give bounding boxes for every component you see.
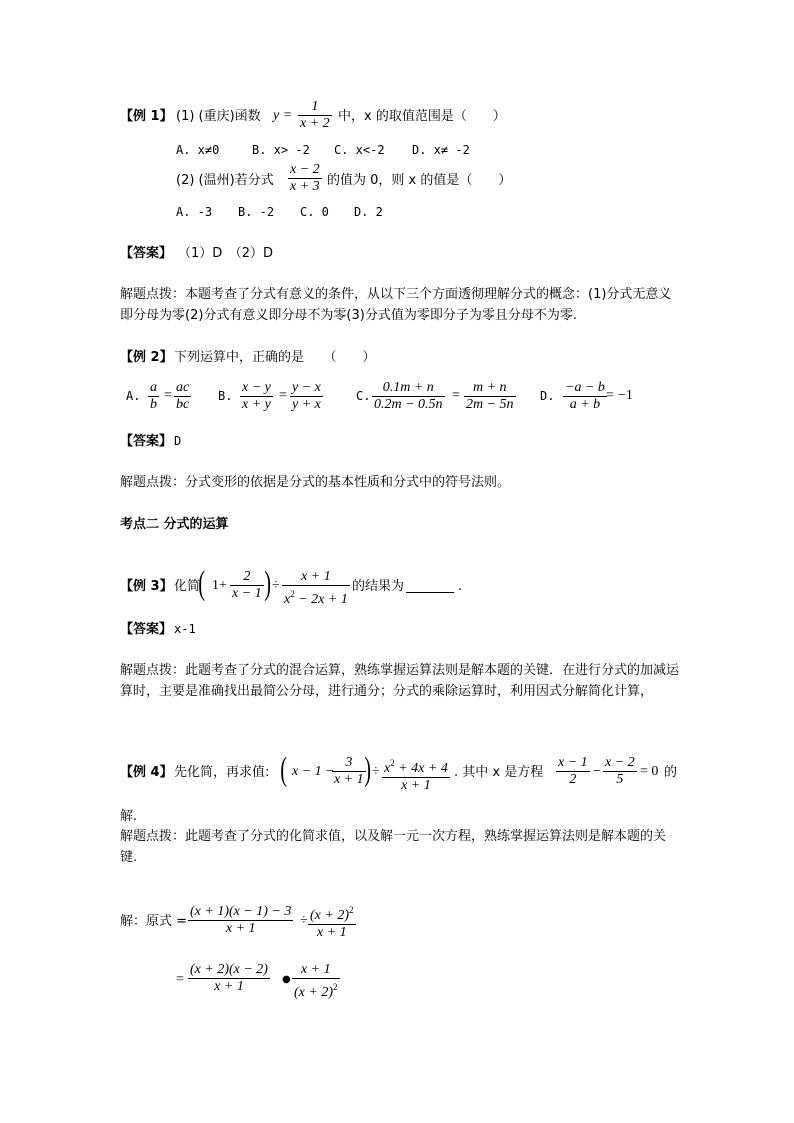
fraction (372, 380, 445, 413)
fraction-numerator: (x + 1)(x − 1) − 3 (190, 904, 292, 919)
fraction (332, 755, 366, 788)
fraction (603, 755, 637, 788)
option-b: B. -2 (238, 205, 275, 219)
fraction-denominator: a + b (569, 397, 601, 412)
analysis-text: 解题点拨：本题考查了分式有意义的条件，从以下三个方面透彻理解分式的概念：(1)分式无意义即分母为零(2)分式有意义即分母不为零(3)分式值为零即分子为零且分母不为零. (120, 287, 672, 323)
divide-sign: ÷ (272, 578, 280, 593)
fraction-numerator: x − 1 (558, 755, 588, 770)
fraction-denominator: x + 1 (214, 979, 244, 994)
fraction (188, 962, 270, 995)
fraction-numerator: ac (176, 380, 190, 395)
example-1-q1-suffix: 中，x 的取值范围是（ ） (338, 109, 506, 124)
fraction-denominator: x + 1 (334, 772, 364, 787)
exponent: 2 (349, 905, 354, 915)
example-1-q2-prefix: (2) (温州)若分式 (176, 173, 274, 188)
option-b: B. x> -2 (252, 143, 310, 157)
period: . (458, 579, 463, 594)
fraction (382, 755, 450, 794)
example-1-q2-suffix: 的值为 0，则 x 的值是（ ） (327, 173, 512, 188)
fraction-denominator: 5 (616, 772, 624, 787)
equals-sign: = (606, 388, 614, 403)
example-1-label: 【例 1】 (120, 109, 173, 124)
left-paren: ( (280, 751, 288, 788)
example-2-label: 【例 2】 (120, 350, 173, 365)
exponent: 2 (333, 982, 338, 992)
fraction-denominator: x + y (242, 397, 271, 412)
fraction (563, 380, 607, 413)
answer-value: D (174, 434, 182, 448)
fraction (174, 380, 191, 413)
fraction-denominator: x + 1 (225, 921, 256, 936)
option-letter: B. (218, 389, 233, 403)
fraction-denominator: b (150, 397, 157, 412)
fraction-numerator (308, 902, 356, 924)
equals-sign: = (164, 388, 172, 403)
fraction-denominator: x + 1 (401, 778, 431, 793)
fraction-numerator: (x + 2)(x − 2) (190, 962, 268, 977)
right-paren: ) (264, 565, 272, 602)
fraction (298, 99, 332, 132)
fraction-denominator: 2m − 5n (466, 397, 514, 412)
one-plus: 1+ (212, 578, 227, 593)
fraction-numerator: 3 (345, 755, 353, 770)
fraction-denominator: x + 3 (290, 179, 320, 194)
option-c: C. x<-2 (334, 143, 385, 157)
analysis-text: 解题点拨：此题考查了分式的混合运算，熟练掌握运算法则是解本题的关键．在进行分式的加减运算时，主要是准确找出最简公分母，进行通分；分式的乘除运算时，利用因式分解简化计算， (120, 663, 680, 699)
fraction-numerator: −a − b (565, 380, 605, 395)
expression: x − 1 − (292, 764, 335, 779)
analysis-text: 解题点拨：此题考查了分式的化简求值，以及解一元一次方程，熟练掌握运算法则是解本题的关键. (120, 829, 667, 865)
fraction-denominator (282, 586, 350, 608)
tail-text: 的 (664, 765, 678, 780)
fraction-numerator (382, 755, 450, 777)
exponent: 2 (290, 589, 295, 599)
divide-sign: ÷ (300, 913, 308, 928)
equals-sign: = (452, 388, 460, 403)
equals-sign: = (279, 388, 287, 403)
fraction (188, 904, 293, 937)
exponent: 2 (390, 758, 395, 768)
equals-sign: = (176, 972, 184, 987)
example-3-label: 【例 3】 (120, 579, 173, 594)
solution-prefix: 解：原式 = (120, 914, 188, 929)
fraction (290, 380, 323, 413)
fraction-numerator: x − y (242, 380, 271, 395)
fraction-numerator: y − x (292, 380, 321, 395)
fraction (308, 902, 356, 941)
fraction-numerator: x + 1 (300, 962, 331, 977)
option-letter: C. (356, 389, 371, 403)
fraction (240, 380, 273, 413)
option-letter: D. (540, 389, 555, 403)
option-d: D. x≠ -2 (412, 143, 470, 157)
divide-sign: ÷ (372, 764, 380, 779)
right-paren: ) (364, 751, 372, 788)
option-c: C. 0 (300, 205, 329, 219)
example-4-prefix: 先化简，再求值: (174, 765, 270, 780)
fraction (288, 162, 322, 195)
example-3-prefix: 化简 (174, 579, 201, 594)
fraction-numerator: m + n (473, 380, 507, 395)
num-rest: + 4x + 4 (394, 761, 448, 776)
fraction-numerator: x − 2 (605, 755, 635, 770)
fraction-numerator: 2 (243, 569, 251, 584)
tail-text-2: 解. (120, 809, 138, 824)
den-rest: − 2x + 1 (294, 592, 348, 607)
fraction-numerator: a (150, 380, 157, 395)
option-a: A. x≠0 (176, 143, 220, 157)
left-paren: ( (198, 565, 206, 602)
analysis-text: 解题点拨：分式变形的依据是分式的基本性质和分式中的符号法则。 (120, 475, 511, 490)
example-4-label: 【例 4】 (120, 765, 173, 780)
section-title: 考点二 分式的运算 (120, 517, 229, 532)
fraction-denominator: bc (176, 397, 190, 412)
rhs-value: −1 (618, 388, 633, 403)
formula-lhs: y = (273, 108, 293, 123)
num-var: x (384, 761, 391, 776)
fraction-denominator (292, 979, 340, 1001)
fraction-numerator: x + 1 (301, 569, 331, 584)
fraction-denominator: x + 2 (300, 116, 330, 131)
fraction-numerator: x − 2 (290, 162, 320, 177)
example-4-mid: . 其中 x 是方程 (454, 765, 544, 780)
fraction-denominator: x − 1 (232, 586, 262, 601)
answer-label: 【答案】 (120, 246, 173, 261)
answer-label: 【答案】 (120, 434, 173, 449)
example-2-question: 下列运算中，正确的是 （ ） (174, 350, 376, 365)
answer-value: （1）D （2）D (178, 246, 274, 261)
fraction-denominator: 2 (569, 772, 577, 787)
option-d: D. 2 (354, 205, 383, 219)
answer-blank[interactable] (406, 580, 454, 593)
example-1-q1-prefix: (1) (重庆)函数 (176, 109, 261, 124)
fraction-numerator: 0.1m + n (382, 380, 434, 395)
fraction (556, 755, 590, 788)
num-base: (x + 2) (310, 908, 349, 923)
fraction (292, 962, 340, 1001)
fraction-denominator: y + x (292, 397, 321, 412)
option-a: A. -3 (176, 205, 213, 219)
answer-value: x-1 (174, 622, 196, 636)
option-letter: A. (126, 389, 141, 403)
fraction (282, 569, 350, 608)
fraction (230, 569, 264, 602)
minus-sign: − (593, 764, 601, 779)
fraction (148, 380, 159, 413)
example-3-suffix: 的结果为 (352, 579, 405, 594)
equals-zero: = 0 (640, 764, 659, 779)
den-base: (x + 2) (294, 985, 333, 1000)
fraction-numerator: 1 (311, 99, 319, 114)
answer-label: 【答案】 (120, 622, 173, 637)
fraction-denominator: x + 1 (316, 925, 347, 940)
fraction (464, 380, 516, 413)
fraction-denominator: 0.2m − 0.5n (374, 397, 443, 412)
multiply-dot: ● (282, 974, 291, 985)
den-var: x (284, 592, 291, 607)
